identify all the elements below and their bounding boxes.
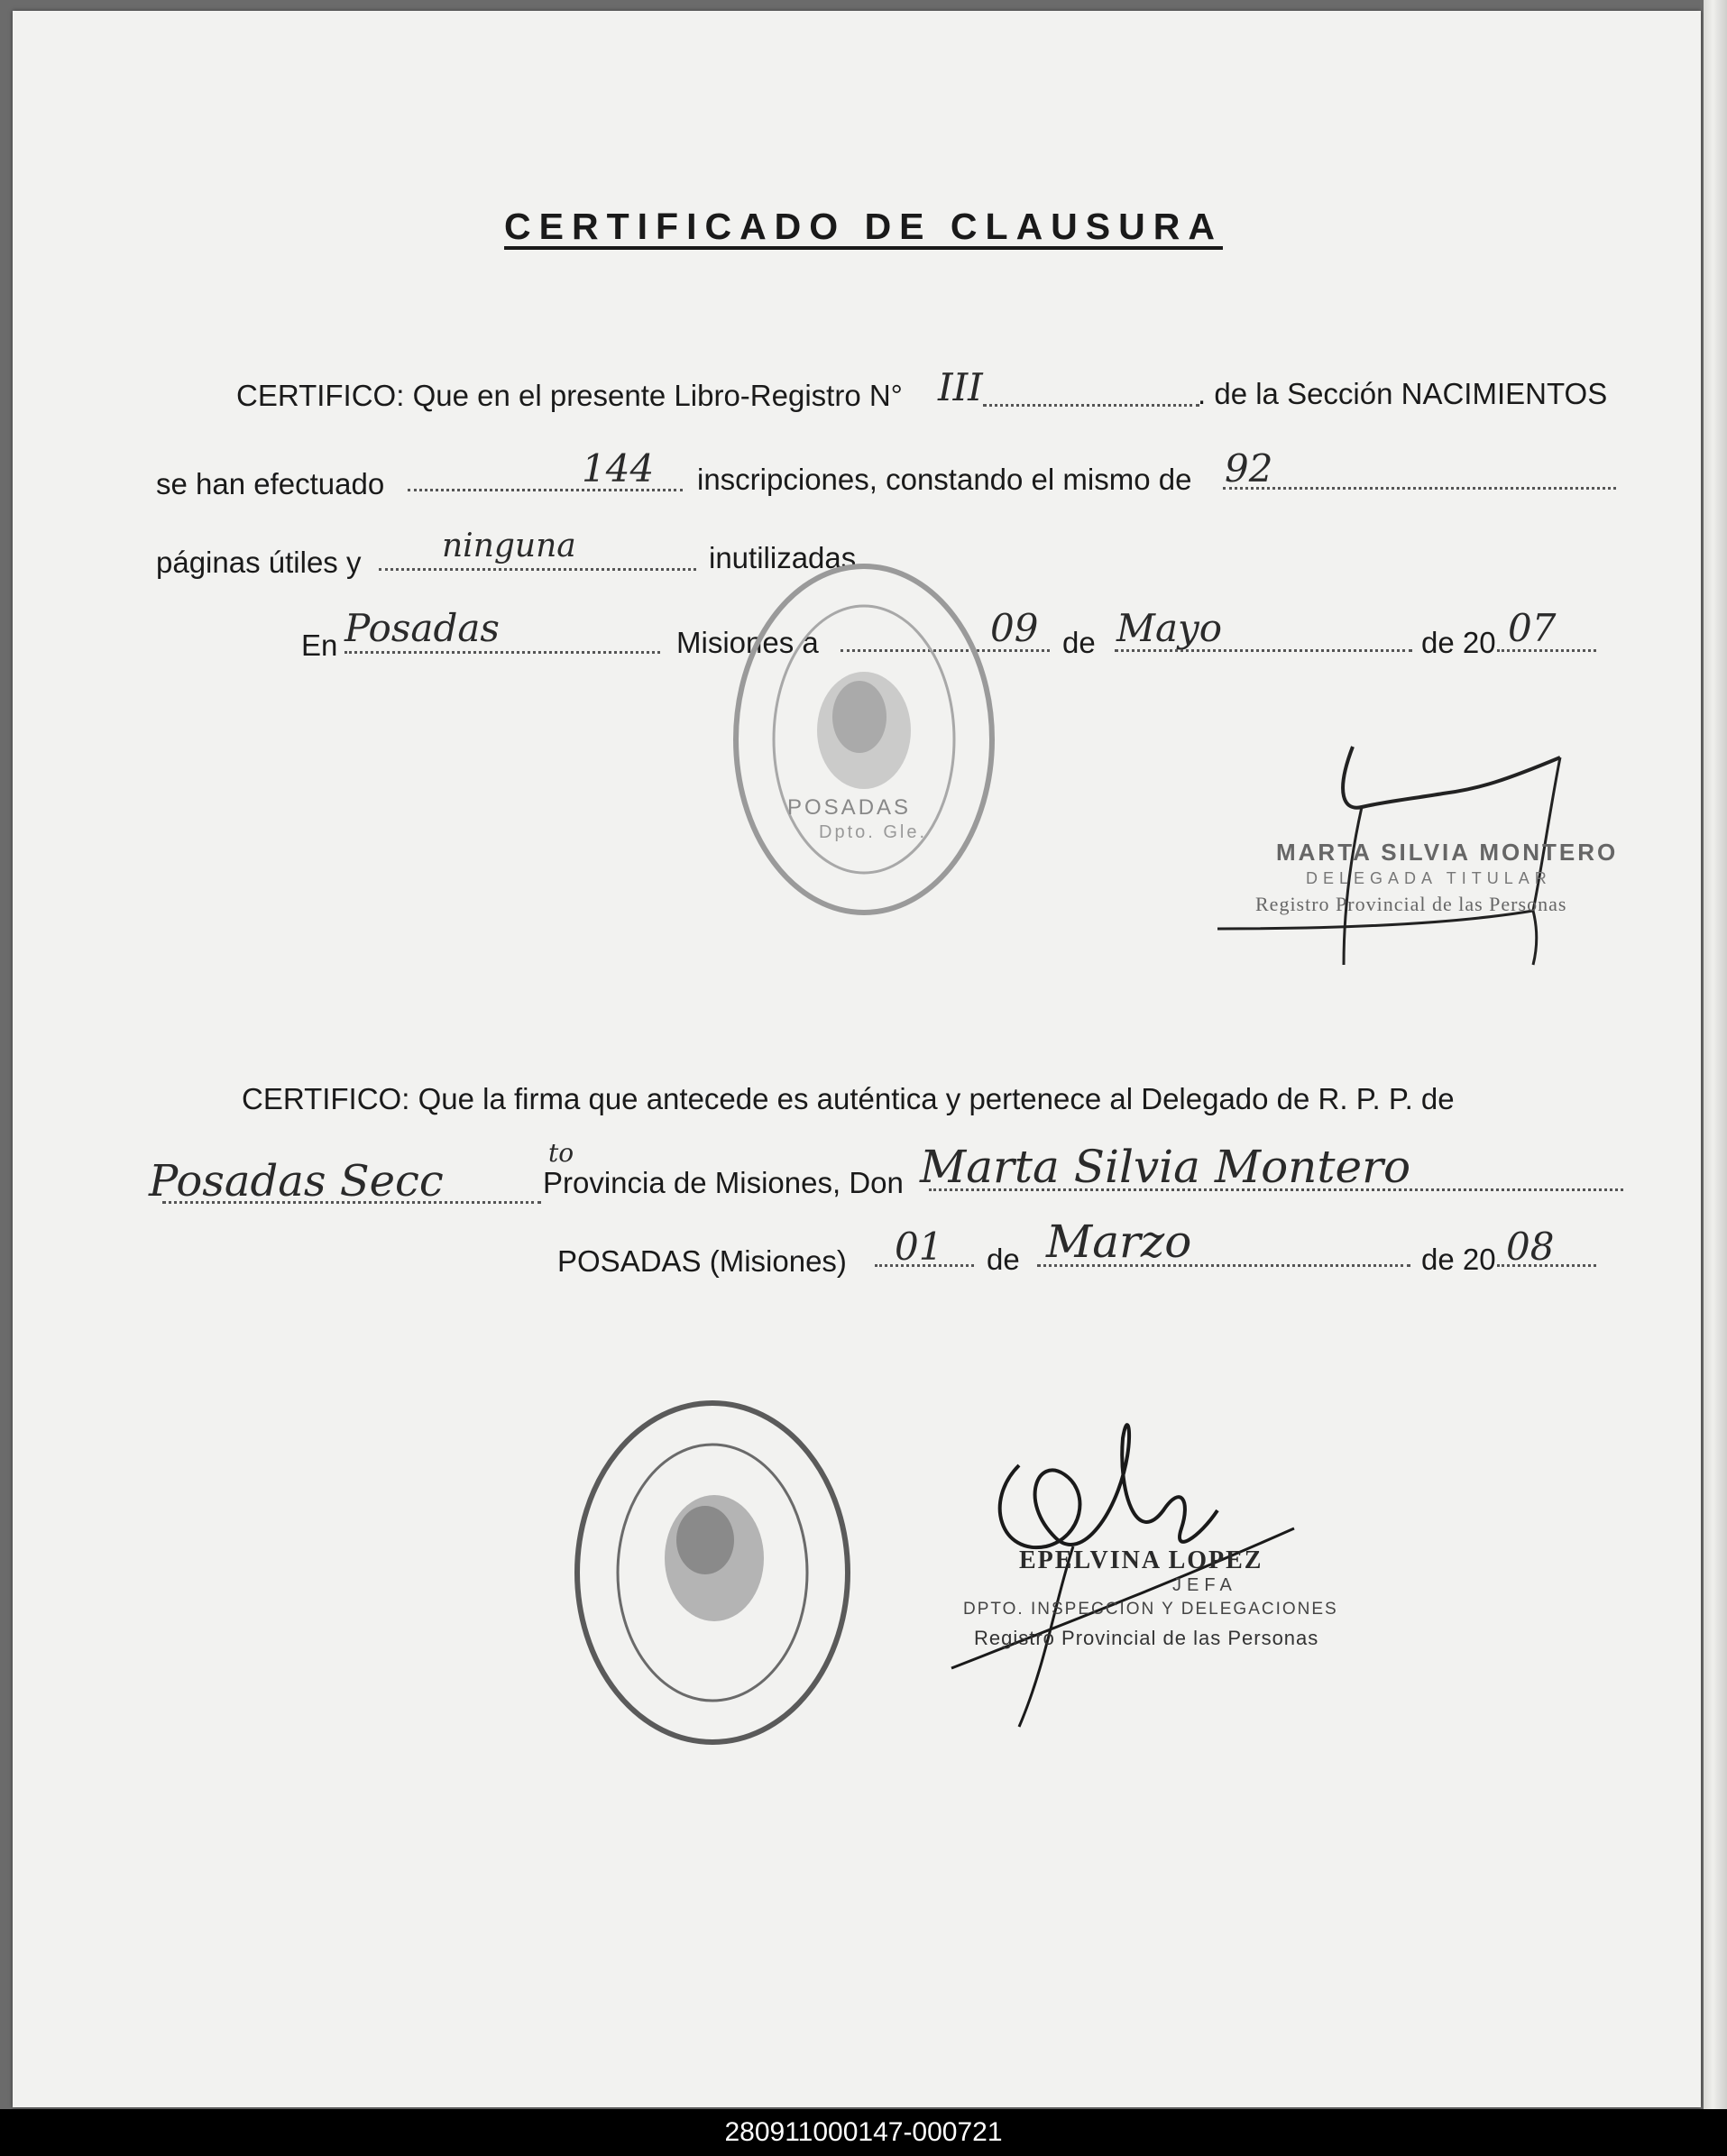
document-title: CERTIFICADO DE CLAUSURA <box>504 206 1223 247</box>
inutilizadas-dotted-line <box>379 568 696 571</box>
para1-line3-end: inutilizadas. <box>709 541 865 574</box>
signature-1-org: Registro Provincial de las Personas <box>1255 893 1567 915</box>
anio-dotted-line <box>1497 649 1596 652</box>
dia-handwritten: 09 <box>990 606 1039 650</box>
stamp-1-city: POSADAS <box>787 795 912 820</box>
para1-line1-start: CERTIFICO: Que en el presente Libro-Registro N° <box>236 379 903 412</box>
stamp-2 <box>570 1396 855 1749</box>
anio-handwritten: 07 <box>1508 606 1557 650</box>
para2-line3-de20: de 20 <box>1421 1243 1496 1276</box>
para2-line3-de: de <box>987 1243 1020 1276</box>
signature-2-role: JEFA <box>1172 1575 1237 1595</box>
lugar-dotted-line <box>344 651 660 654</box>
para1-line4-en: En <box>301 628 338 662</box>
paginas-count: 92 <box>1225 446 1273 491</box>
para1-line4-misiones: Misiones a <box>676 626 819 659</box>
para2-line1: CERTIFICO: Que la firma que antecede es auténtica y pertenece al Delegado de R. P. P. de <box>242 1082 1455 1115</box>
para2-line3-posadas: POSADAS (Misiones) <box>557 1244 847 1278</box>
stamp-1 <box>729 559 999 920</box>
para2-mes-dotted-line <box>1037 1264 1410 1267</box>
para2-anio-handwritten: 08 <box>1506 1225 1555 1269</box>
para1-line3-start: páginas útiles y <box>156 546 362 579</box>
mes-handwritten: Mayo <box>1116 606 1223 650</box>
inutilizadas-count: ninguna <box>442 528 576 564</box>
signature-2-dept: DPTO. INSPECCION Y DELEGACIONES <box>963 1600 1338 1619</box>
para2-lugar-handwritten: Posadas Secc <box>149 1156 444 1206</box>
document-id-footer: 280911000147-000721 <box>0 2109 1727 2156</box>
inscripciones-count: 144 <box>582 446 655 491</box>
para2-dia-handwritten: 01 <box>895 1225 943 1269</box>
signature-1-role: DELEGADA TITULAR <box>1306 869 1552 887</box>
paginas-dotted-line <box>1223 487 1616 490</box>
signature-2-org: Registro Provincial de las Personas <box>974 1627 1319 1649</box>
signature-1-name: MARTA SILVIA MONTERO <box>1276 839 1619 866</box>
para1-line2-mid: inscripciones, constando el mismo de <box>697 463 1192 496</box>
para2-anio-dotted-line <box>1497 1264 1596 1267</box>
document-page <box>13 11 1701 2107</box>
libro-number: III <box>938 365 983 409</box>
para2-mes-handwritten: Marzo <box>1046 1216 1192 1268</box>
mes-dotted-line <box>1115 649 1412 652</box>
para1-line1-end: . de la Sección NACIMIENTOS <box>1198 377 1608 410</box>
libro-dotted-line <box>983 404 1199 407</box>
stamp-1-dept: Dpto. Gle. <box>819 822 928 842</box>
para2-lugar-superscript: to <box>548 1138 574 1168</box>
signature-2-name: EPELVINA LOPEZ <box>1019 1546 1263 1574</box>
para2-line2-provincia: Provincia de Misiones, Don <box>543 1166 904 1199</box>
para2-don-handwritten: Marta Silvia Montero <box>920 1141 1411 1193</box>
lugar-handwritten: Posadas <box>344 606 500 650</box>
para1-line2-start: se han efectuado <box>156 467 385 500</box>
para1-line4-de: de <box>1062 626 1096 659</box>
page-edge <box>1704 0 1727 2110</box>
para1-line4-de20: de 20 <box>1421 626 1496 659</box>
